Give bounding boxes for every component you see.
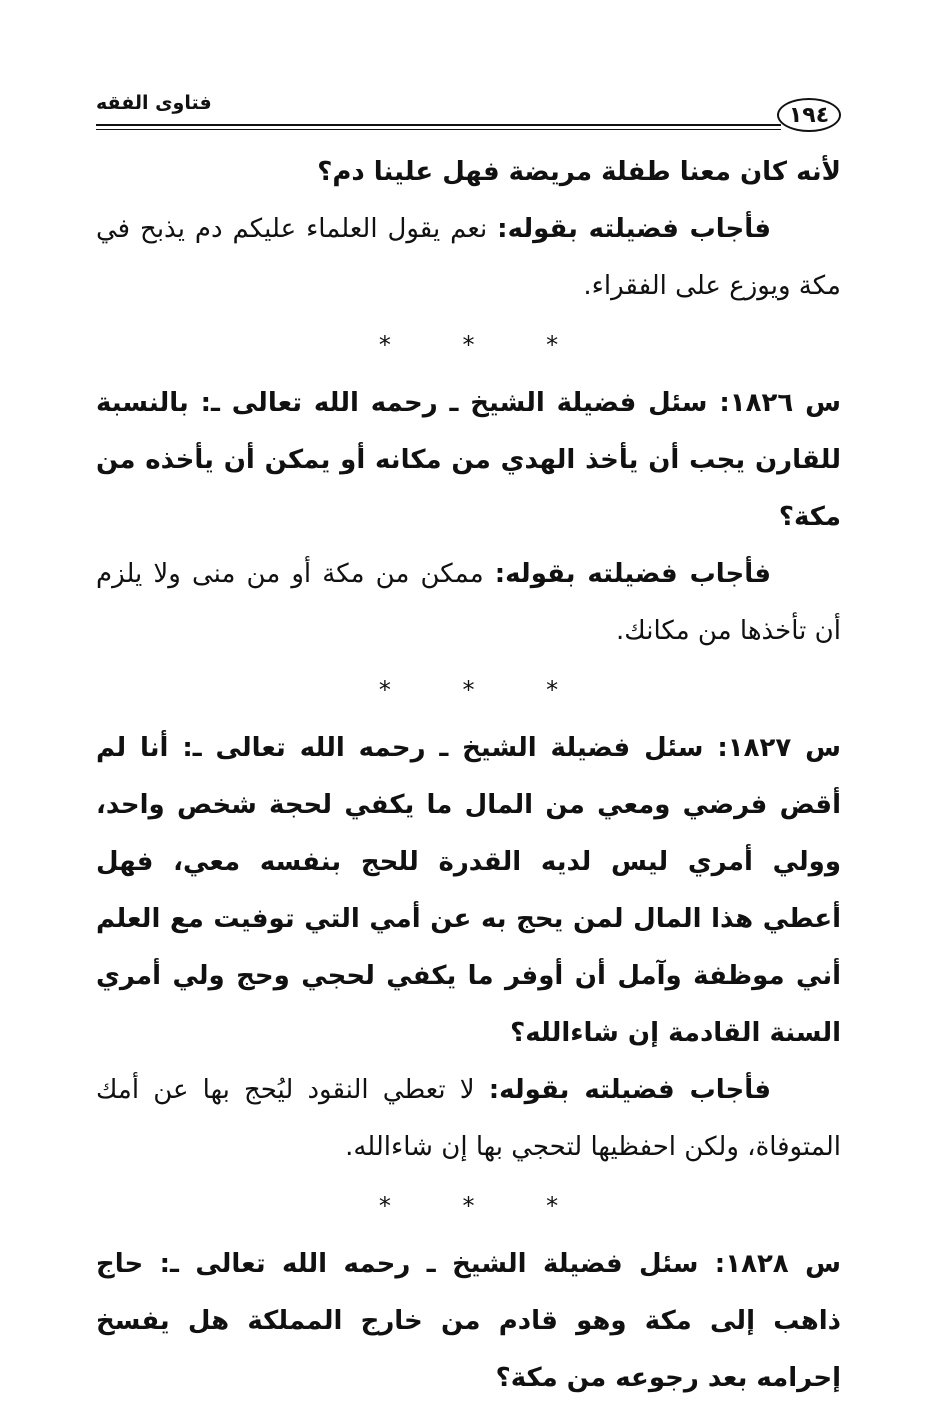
answer-paragraph [96, 546, 841, 660]
header-rule [96, 124, 781, 126]
question-paragraph [96, 375, 841, 546]
answer-lead: فأجاب فضيلته بقوله: [488, 1075, 771, 1105]
question-text: لأنه كان معنا طفلة مريضة فهل علينا دم؟ [317, 157, 841, 187]
question-lead: سئل فضيلة الشيخ ـ رحمه الله تعالى ـ: [182, 733, 704, 763]
question-text: أنا لم أقض فرضي ومعي من المال ما يكفي لحجة شخص واحد، وولي أمري ليس لديه القدرة للحج بنفسه معي، فهل أعطي هذا المال لمن يحج به عن أمي التي توفيت مع العلم أني موظفة وآمل أن أوفر ما يكفي لحجي وحج ولي أمري السنة القادمة إن شاءالله؟ [96, 733, 841, 1048]
page [96, 86, 842, 1393]
answer-text: نعم يقول العلماء عليكم دم يذبح في مكة ويوزع على الفقراء. [96, 214, 841, 301]
page-header [96, 86, 841, 134]
answer-text: ممكن من مكة أو من منى ولا يلزم أن تأخذها من مكانك. [96, 559, 841, 646]
question-paragraph [96, 720, 841, 1062]
answer-lead: فأجاب فضيلته بقوله: [497, 214, 771, 244]
question-lead: سئل فضيلة الشيخ ـ رحمه الله تعالى ـ: [159, 1249, 699, 1279]
running-title: فتاوى الفقه [96, 92, 212, 114]
answer-paragraph [96, 1062, 841, 1176]
page-number-badge: ١٩٤ [777, 98, 841, 132]
section-separator: * * * [378, 1192, 591, 1220]
question-number: س ١٨٢٦: [719, 388, 841, 418]
answer-lead: فأجاب فضيلته بقوله: [494, 559, 771, 589]
question-text: بالنسبة للقارن يجب أن يأخذ الهدي من مكانه أو يمكن أن يأخذه من مكة؟ [96, 388, 841, 532]
section-separator: * * * [378, 331, 591, 359]
header-rule-thin [96, 129, 781, 130]
question-continuation [96, 144, 841, 201]
answer-paragraph [96, 201, 841, 315]
question-text: حاج ذاهب إلى مكة وهو قادم من خارج المملكة هل يفسخ إحرامه بعد رجوعه من مكة؟ [96, 1249, 841, 1393]
question-paragraph [96, 1236, 841, 1407]
page-content [96, 144, 841, 1407]
section-separator: * * * [378, 676, 591, 704]
question-number: س ١٨٢٧: [717, 733, 842, 763]
question-lead: سئل فضيلة الشيخ ـ رحمه الله تعالى ـ: [200, 388, 708, 418]
answer-text: لا تعطي النقود ليُحج بها عن أمك المتوفاة، ولكن احفظيها لتحجي بها إن شاءالله. [96, 1075, 841, 1162]
question-number: س ١٨٢٨: [714, 1249, 841, 1279]
